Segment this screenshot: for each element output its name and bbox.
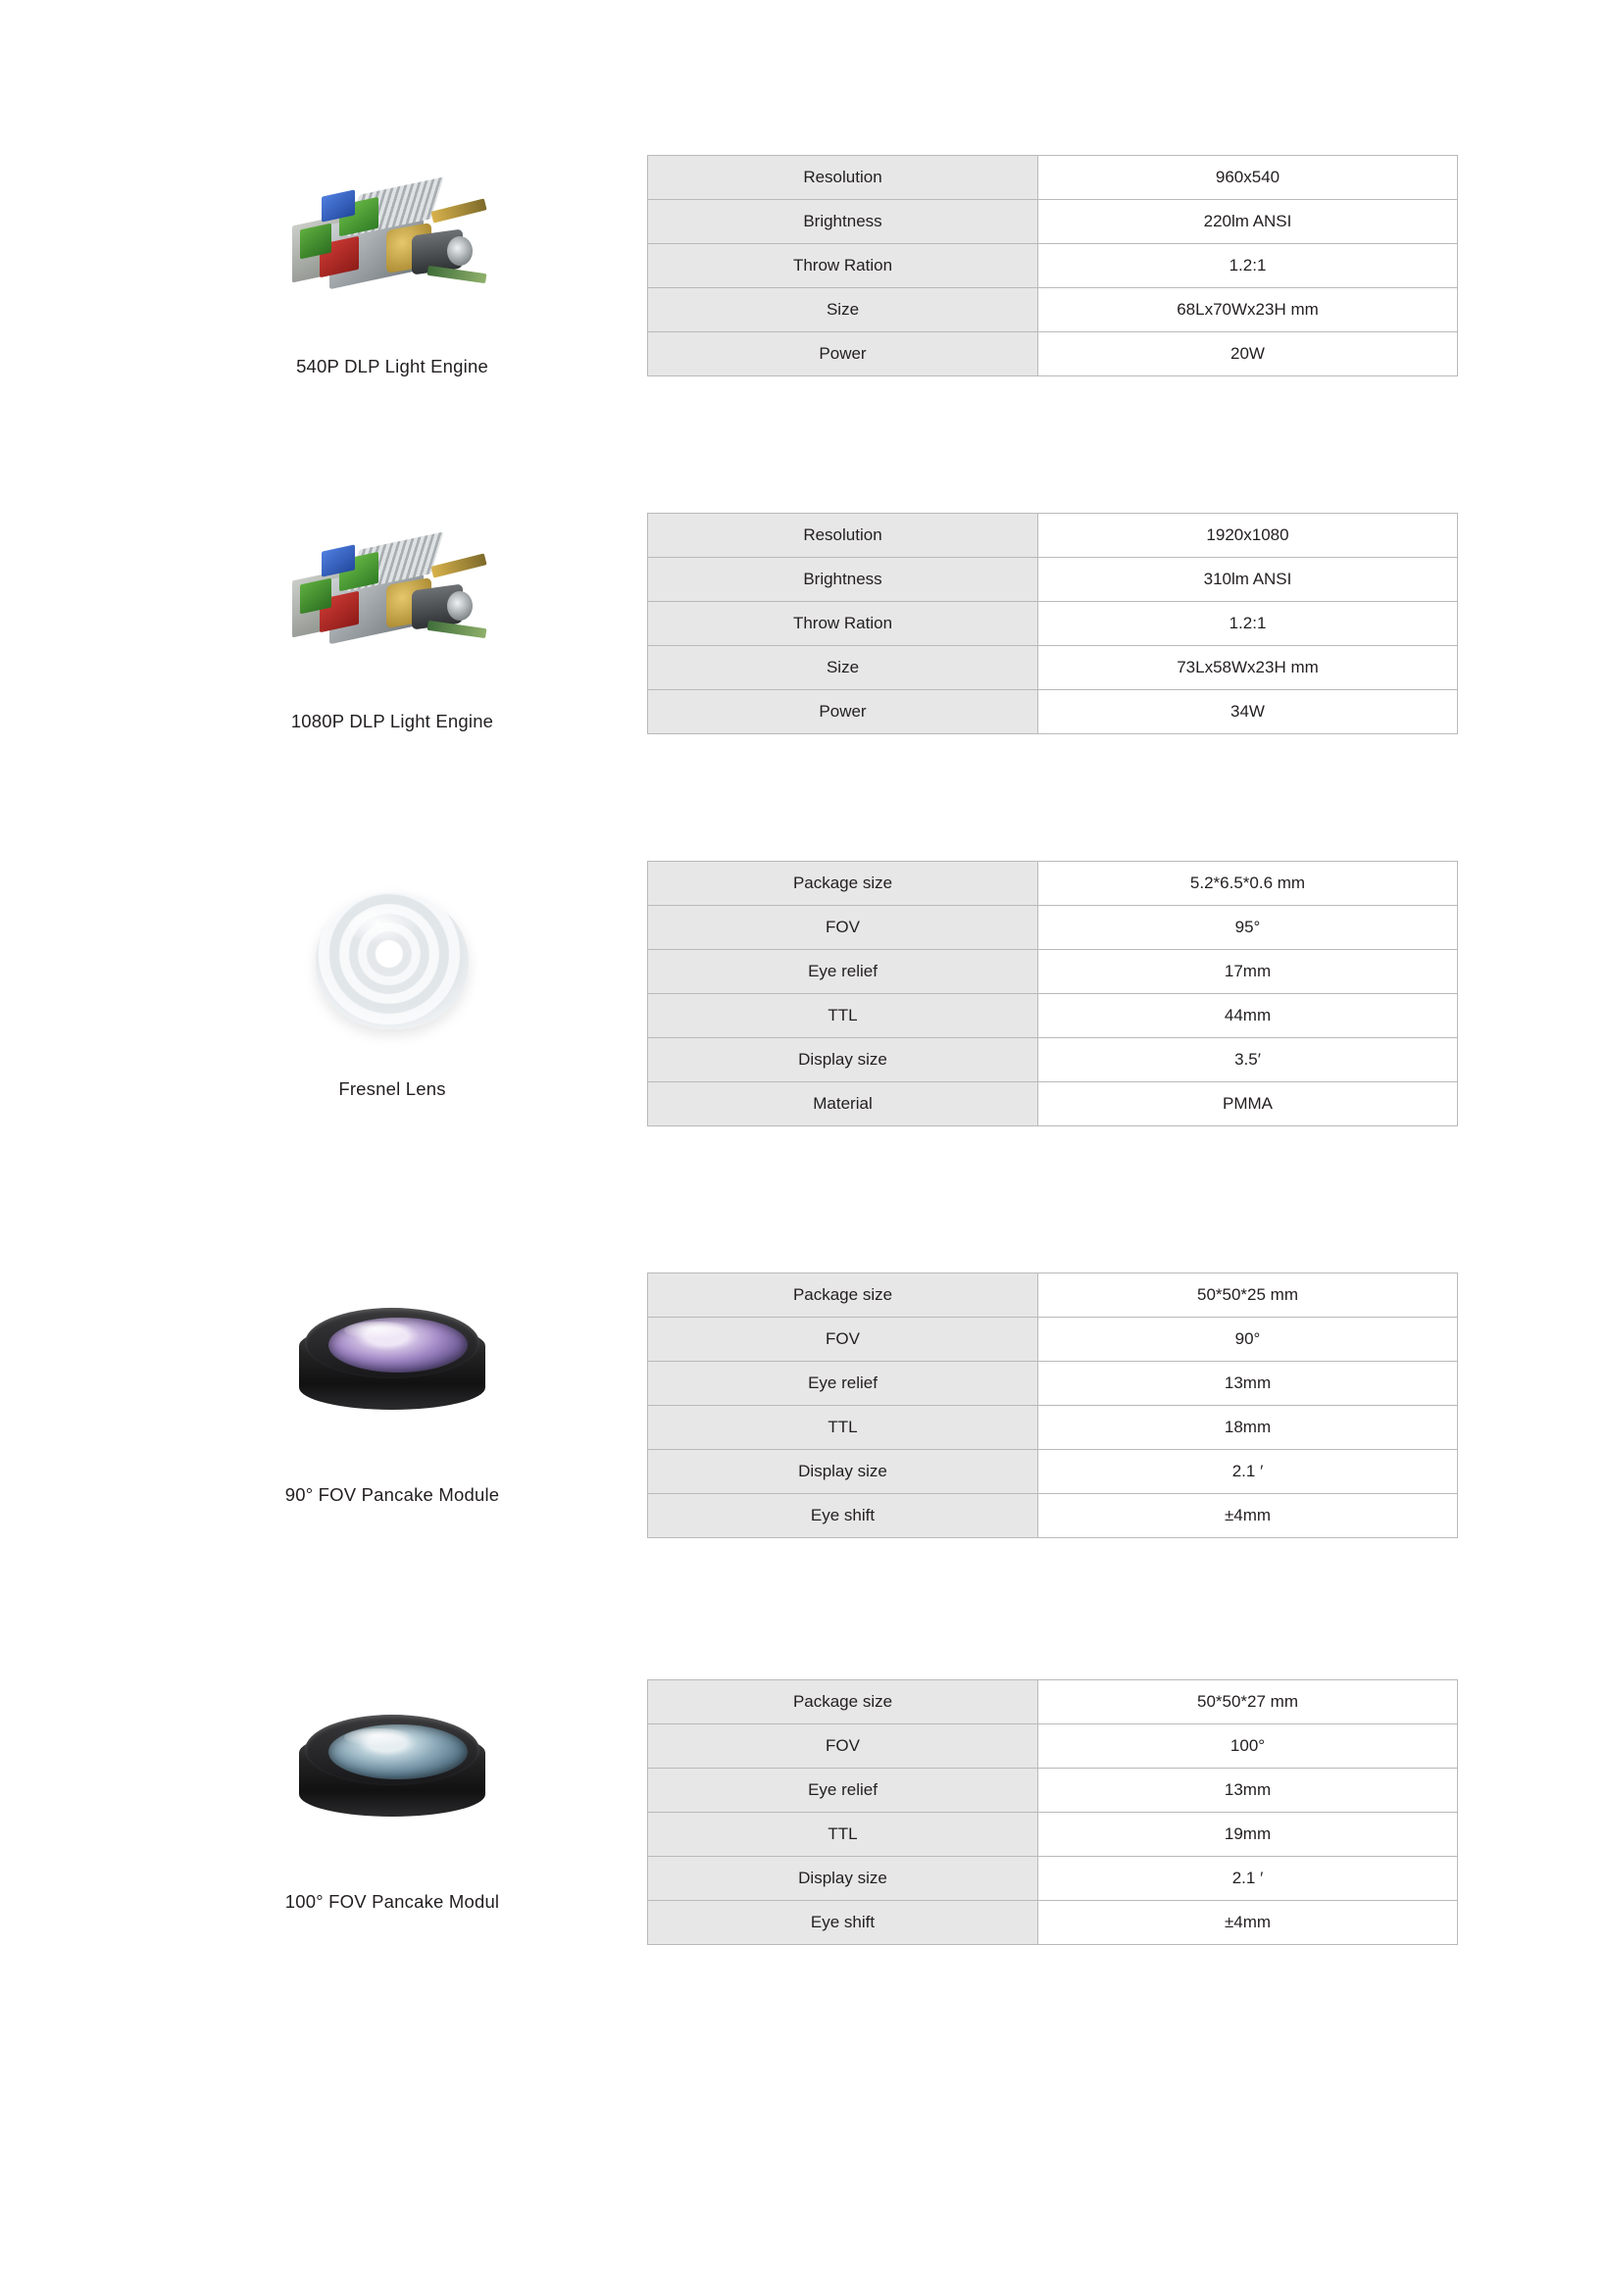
- table-row: [648, 1082, 1458, 1126]
- spec-value: 50*50*25 mm: [1038, 1273, 1458, 1318]
- spec-value: 3.5′: [1038, 1038, 1458, 1082]
- fresnel-lens-art: [316, 892, 469, 1029]
- spec-key: FOV: [648, 906, 1038, 950]
- spec-table-pancake-90: [647, 1273, 1458, 1538]
- dlp-engine-art: [284, 526, 500, 683]
- product-caption: 1080P DLP Light Engine: [290, 711, 494, 731]
- pancake-highlight-part: [344, 1728, 413, 1746]
- spec-key: TTL: [648, 994, 1038, 1038]
- product-figure-fresnel: [147, 863, 637, 1100]
- spec-key: Eye shift: [648, 1494, 1038, 1538]
- table-row: [648, 244, 1458, 288]
- spec-value: 90°: [1038, 1318, 1458, 1362]
- table-row: [648, 950, 1458, 994]
- spec-value: 13mm: [1038, 1362, 1458, 1406]
- spec-key: TTL: [648, 1406, 1038, 1450]
- spec-value: 1920x1080: [1038, 514, 1458, 558]
- table-row: [648, 862, 1458, 906]
- spec-value: 19mm: [1038, 1813, 1458, 1857]
- pancake-highlight-part: [344, 1322, 413, 1339]
- spec-key: Size: [648, 288, 1038, 332]
- spec-value: 2.1 ′: [1038, 1450, 1458, 1494]
- engine-lens-glass-part: [447, 236, 473, 266]
- dlp-light-engine-1080p-illustration: [147, 507, 637, 703]
- spec-value: 13mm: [1038, 1769, 1458, 1813]
- spec-key: Throw Ration: [648, 602, 1038, 646]
- spec-key: Package size: [648, 1273, 1038, 1318]
- spec-value: PMMA: [1038, 1082, 1458, 1126]
- spec-value: 18mm: [1038, 1406, 1458, 1450]
- table-row: [648, 1901, 1458, 1945]
- spec-key: Resolution: [648, 514, 1038, 558]
- spec-value: 220lm ANSI: [1038, 200, 1458, 244]
- pancake-ring-part: [305, 1715, 479, 1785]
- spec-value: 95°: [1038, 906, 1458, 950]
- product-caption: 100° FOV Pancake Modul: [284, 1891, 500, 1912]
- spec-value: 17mm: [1038, 950, 1458, 994]
- product-figure-540p: [147, 152, 637, 377]
- table-row: [648, 1680, 1458, 1724]
- spec-key: Brightness: [648, 558, 1038, 602]
- spec-value: 44mm: [1038, 994, 1458, 1038]
- spec-value: 20W: [1038, 332, 1458, 376]
- spec-key: Display size: [648, 1857, 1038, 1901]
- table-row: [648, 1769, 1458, 1813]
- spec-value: 310lm ANSI: [1038, 558, 1458, 602]
- product-figure-1080p: [147, 507, 637, 732]
- spec-value: 68Lx70Wx23H mm: [1038, 288, 1458, 332]
- spec-key: FOV: [648, 1318, 1038, 1362]
- spec-key: Eye relief: [648, 1362, 1038, 1406]
- table-row: [648, 288, 1458, 332]
- pancake-module-100-illustration: [147, 1673, 637, 1870]
- spec-key: Display size: [648, 1038, 1038, 1082]
- table-row: [648, 646, 1458, 690]
- dlp-light-engine-540p-illustration: [147, 152, 637, 348]
- spec-key: Eye relief: [648, 1769, 1038, 1813]
- table-row: [648, 1273, 1458, 1318]
- table-row: [648, 1494, 1458, 1538]
- spec-key: Power: [648, 332, 1038, 376]
- product-caption: Fresnel Lens: [338, 1078, 446, 1099]
- spec-key: Display size: [648, 1450, 1038, 1494]
- table-row: [648, 1813, 1458, 1857]
- pancake-module-art: [299, 1306, 485, 1423]
- spec-key: Package size: [648, 1680, 1038, 1724]
- spec-table-fresnel: [647, 861, 1458, 1126]
- table-row: [648, 332, 1458, 376]
- spec-table-540p: [647, 155, 1458, 376]
- spec-key: Brightness: [648, 200, 1038, 244]
- engine-lens-glass-part: [447, 591, 473, 621]
- spec-key: Power: [648, 690, 1038, 734]
- spec-key: Throw Ration: [648, 244, 1038, 288]
- table-row: [648, 602, 1458, 646]
- engine-flex-cable-part: [430, 198, 486, 223]
- dlp-engine-art: [284, 172, 500, 328]
- spec-key: TTL: [648, 1813, 1038, 1857]
- table-row: [648, 1362, 1458, 1406]
- pancake-module-90-illustration: [147, 1267, 637, 1463]
- table-row: [648, 558, 1458, 602]
- spec-key: Eye shift: [648, 1901, 1038, 1945]
- table-row: [648, 1318, 1458, 1362]
- spec-table-1080p: [647, 513, 1458, 734]
- spec-value: 2.1 ′: [1038, 1857, 1458, 1901]
- spec-table-pancake-100: [647, 1679, 1458, 1945]
- spec-value: 5.2*6.5*0.6 mm: [1038, 862, 1458, 906]
- table-row: [648, 1724, 1458, 1769]
- table-row: [648, 994, 1458, 1038]
- table-row: [648, 690, 1458, 734]
- spec-value: 34W: [1038, 690, 1458, 734]
- spec-key: Size: [648, 646, 1038, 690]
- pancake-module-art: [299, 1713, 485, 1830]
- spec-key: Package size: [648, 862, 1038, 906]
- spec-value: 50*50*27 mm: [1038, 1680, 1458, 1724]
- spec-value: 1.2:1: [1038, 602, 1458, 646]
- product-figure-pancake-100: [147, 1673, 637, 1913]
- spec-key: Eye relief: [648, 950, 1038, 994]
- spec-value: ±4mm: [1038, 1901, 1458, 1945]
- table-row: [648, 156, 1458, 200]
- spec-key: Material: [648, 1082, 1038, 1126]
- product-caption: 90° FOV Pancake Module: [284, 1484, 500, 1505]
- table-row: [648, 906, 1458, 950]
- spec-value: 1.2:1: [1038, 244, 1458, 288]
- table-row: [648, 1406, 1458, 1450]
- table-row: [648, 200, 1458, 244]
- spec-key: FOV: [648, 1724, 1038, 1769]
- engine-flex-cable-part: [430, 553, 486, 577]
- pancake-ring-part: [305, 1308, 479, 1378]
- fresnel-lens-illustration: [147, 863, 637, 1059]
- table-row: [648, 1038, 1458, 1082]
- table-row: [648, 1450, 1458, 1494]
- spec-key: Resolution: [648, 156, 1038, 200]
- product-caption: 540P DLP Light Engine: [296, 356, 488, 376]
- spec-value: 960x540: [1038, 156, 1458, 200]
- product-figure-pancake-90: [147, 1267, 637, 1506]
- spec-value: 73Lx58Wx23H mm: [1038, 646, 1458, 690]
- table-row: [648, 1857, 1458, 1901]
- fresnel-highlight-part: [349, 909, 420, 944]
- spec-value: 100°: [1038, 1724, 1458, 1769]
- spec-value: ±4mm: [1038, 1494, 1458, 1538]
- table-row: [648, 514, 1458, 558]
